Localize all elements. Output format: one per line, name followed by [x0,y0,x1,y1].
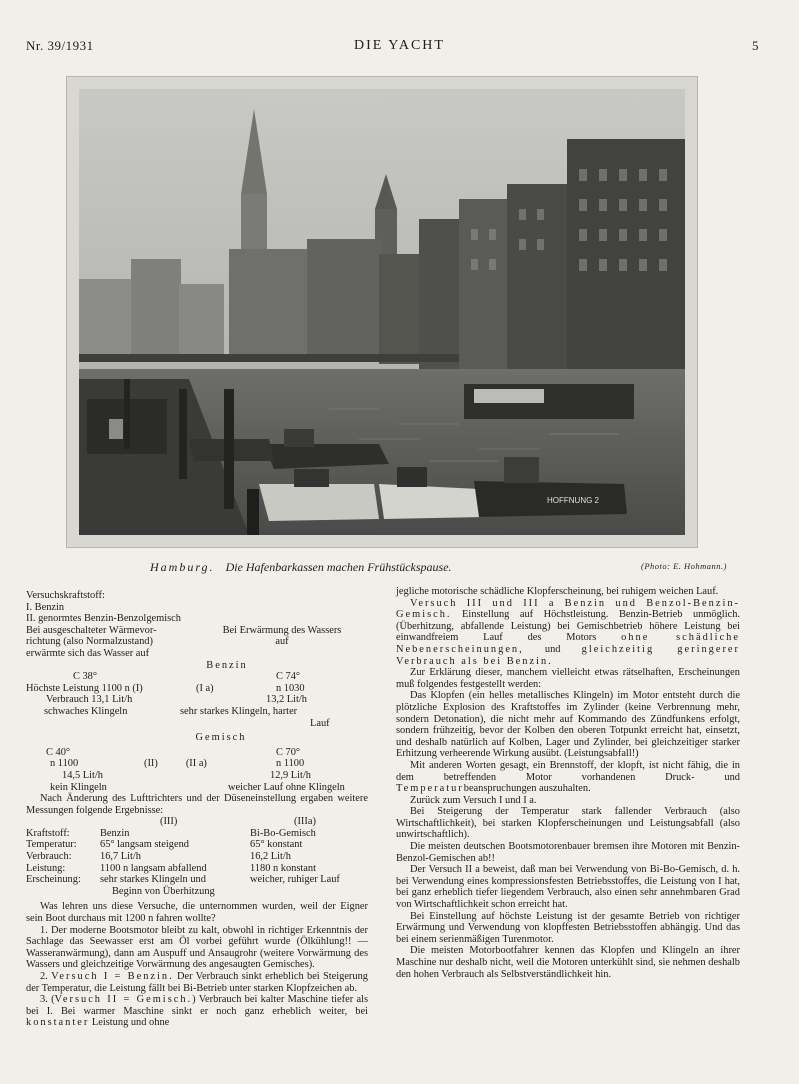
test-iii-text: Einstellung auf Höchstleistung. Benzin-Betrieb unmöglich. (Überhitzung, abfallende Leistung) bei Gemischbetrieb höhere Leistung bei einwandfreiem Lauf des Motors [396,609,740,644]
harbor-photo [79,89,685,535]
gemisch-consumption-2: 12,9 Lit/h [270,769,311,781]
test-iii-emphasis-1: ohne schädliche Nebenerscheinungen, [396,632,740,655]
point-2-number: 2. [40,971,48,982]
point-2-text: Der Verbrauch sinkt erheblich bei Steigerung der Temperatur, die Leistung fällt bei Bi-Betrieb unter starken Klopfzeichen ab. [26,971,368,994]
gemisch-consumption-1: 14,5 Lit/h [62,769,103,781]
benzin-power-1: Höchste Leistung 1100 n (I) [26,682,143,694]
results-temp-iiia: 65° konstant [250,839,303,851]
test-iii-emphasis-2: gleichzeitig geringerer Verbrauch als bei Benzin. [396,643,740,667]
condition-normal-2: richtung (also Normalzustand) [26,636,153,648]
benzin-table [26,671,368,729]
benzin-heading: Benzin [206,659,248,671]
results-power-iiia: 1180 n konstant [250,862,316,874]
fuel-1: I. Benzin [26,601,65,613]
results-label-power: Leistung: [26,862,66,874]
results-label-appearance: Erscheinung: [26,874,81,886]
results-label-consumption: Verbrauch: [26,851,72,863]
right-para-2 [396,598,740,668]
results-appearance-iiia: weicher, ruhiger Lauf [250,874,340,886]
results-head-iiia: (IIIa) [294,816,316,828]
photo-credit: (Photo: E. Hohmann.) [640,561,727,571]
gemisch-label-iia: (II a) [185,758,207,770]
right-para-5-end: beanspruchungen auszuhalten. [463,783,591,795]
point-1-paragraph: 1. Der moderne Bootsmotor bleibt zu kalt, obwohl in richtiger Erkenntnis der Sachlage das Seewasser erst am Öl vorbei geführt wurde (Ölkühlung!! — Wasseranwärmung), dann am Auspuff und Ansaugrohr (weitere Vorwärmung des Wassers und gleichzeitige Vorwärmung des angesaugten Gemisches). [26,924,368,971]
right-para-8: Die meisten deutschen Bootsmotorenbauer bremsen ihre Motoren mit Benzin-Benzol-Gemischen ab!! [396,841,740,864]
gemisch-power-2: n 1100 [276,758,305,770]
benzin-consumption-2: 13,2 Lit/h [266,694,307,706]
right-para-5-text: Mit anderen Worten gesagt, ein Brennstoff, der klopft, ist nicht fähig, die in dem betreffenden Motor vorhandenen Druck- und [396,759,740,783]
caption-city: Hamburg. [150,560,215,574]
results-head-iii: (III) [160,816,178,828]
conditions [26,625,368,660]
results-appearance-iii: sehr starkes Klingeln und [100,874,206,886]
left-column [26,590,368,1029]
gemisch-sound-2: weicher Lauf ohne Klingeln [228,781,345,793]
fuel-2: II. genormtes Benzin-Benzolgemisch [26,613,181,625]
caption-text: Die Hafenbarkassen machen Frühstückspause. [225,560,452,574]
results-appearance-iii-b: Beginn von Überhitzung [112,885,215,897]
right-column [396,586,740,980]
right-para-9: Der Versuch II a beweist, daß man bei Verwendung von Bi-Bo-Gemisch, d. h. bei Verwendung eines kompressionsfesten Betriebsstoffes, die Leistung von I hat, bei ganz erheblich tiefer liegendem Verbrauch, also einen sehr annehmbaren Grad von Wirtschaftlichkeit schon erreicht hat. [396,864,740,911]
gemisch-temp-1: C 40° [46,746,71,758]
point-3-end: Leistung und ohne [91,1017,170,1029]
change-paragraph: Nach Änderung des Lufttrichters und der Düseneinstellung ergaben weitere Messungen folgende Ergebnisse: [26,793,368,816]
benzin-temp-1: C 38° [72,671,98,683]
test-iii-title: Versuch III und III a Benzin und Benzol-Benzin-Gemisch. [396,597,740,621]
gemisch-sound-1: kein Klingeln [50,781,107,793]
condition-heated-2: auf [275,636,289,648]
point-3-paragraph [26,994,368,1029]
question-paragraph: Was lehren uns diese Versuche, die unternommen wurden, weil der Eigner sein Boot durchaus mit 1200 n fahren wollte? [26,901,368,925]
point-2-paragraph [26,971,368,994]
point-3-number: 3. ( [40,994,55,1006]
gemisch-labels [144,758,214,770]
results-temp-iii: 65° langsam steigend [100,839,189,851]
issue-number: Nr. 39/1931 [26,38,94,53]
results-label-temp: Temperatur: [26,839,77,851]
benzin-temp-2: C 74° [276,671,301,683]
point-3-emphasis: konstanter [26,1017,90,1029]
condition-normal-3: erwärmte sich das Wasser auf [26,647,150,659]
results-label-fuel: Kraftstoff: [26,827,70,839]
benzin-sound-1: schwaches Klingeln [44,705,128,717]
gemisch-heading: Gemisch [195,732,247,744]
right-para-4: Das Klopfen (ein helles metallisches Klingeln) im Motor entsteht durch die plötzliche Explosion des Kraftstoffes im Zylinder (keine Verbrennung mehr, sondern Detonation), die nicht mehr auf Kommando des Zündfunkens erfolgt, sondern frühzeitig, bevor der Kolben den oberen Totpunkt erreicht hat, einsetzt, und deshalb natürlich auf Kolben, Lager und Zylinder, bei gleichzeitiger starker Erhitzung verheerende Wirkung ausübt. (Leistungsabfall!) [396,690,740,760]
right-para-5 [396,760,740,795]
right-para-11: Die meisten Motorbootfahrer kennen das Klopfen und Klingeln an ihrer Maschine nur deshalb nicht, weil die Motoren unterkühlt sind, sie nehmen deshalb den hohen Verbrauch als Selbstverständlichkeit hin. [396,945,740,980]
gemisch-temp-2: C 70° [276,746,301,758]
right-para-10: Bei Einstellung auf höchste Leistung ist der gesamte Betrieb von richtiger Erwärmung und Verwendung von klopffesten Betriebsstoffen abhängig. Und das bei einem serienmäßigen Turenmotor. [396,910,740,945]
right-para-6: Zurück zum Versuch I und I a. [410,794,537,806]
benzin-label-ia: (I a) [196,682,214,694]
benzin-consumption-1: Verbrauch 13,1 Lit/h [46,694,133,706]
gemisch-power-1: n 1100 [50,758,79,770]
condition-heated-1: Bei Erwärmung des Wassers [222,624,342,636]
gemisch-table [26,747,368,793]
harbor-photo-image [79,89,685,535]
results-fuel-iii: Benzin [100,827,130,839]
right-para-7: Bei Steigerung der Temperatur stark fallender Verbrauch (also Wirtschaftlichkeit), bei starken Klopferscheinungen und Leistungsabfall (also unwirtschaftlich). [396,806,740,841]
boat-name-sign: HOFFNUNG 2 [547,496,599,505]
results-table [26,816,368,897]
results-consumption-iii: 16,7 Lit/h [100,851,141,863]
test-iii-and: und [544,643,561,655]
point-3-text: ) Verbrauch bei kalter Maschine tiefer als bei I. Bei warmer Maschine sinkt er noch ganz erheblich weiter, bei [26,994,368,1017]
point-3-title: Versuch II = Gemisch. [54,994,193,1006]
right-para-1: jegliche motorische schädliche Klopferscheinung, bei ruhigem weichen Lauf. [396,586,719,597]
photo-caption [150,560,739,575]
benzin-power-2: n 1030 [276,682,305,694]
benzin-sound-2: sehr starkes Klingeln, harter [180,705,298,717]
results-consumption-iiia: 16,2 Lit/h [250,851,291,863]
point-2-title: Versuch I = Benzin. [51,971,174,982]
results-fuel-iiia: Bi-Bo-Gemisch [250,827,316,839]
page-number: 5 [752,38,759,53]
condition-normal-1: Bei ausgeschalteter Wärmevor- [26,624,157,636]
right-para-5-emphasis: Temperatur [396,783,464,795]
photo-frame [66,76,698,548]
right-para-3: Zur Erklärung dieser, manchem vielleicht etwas rätselhaften, Erscheinungen muß folgendes festgestellt werden: [396,667,740,690]
test-fuel-heading: Versuchskraftstoff: [26,590,105,601]
magazine-title: DIE YACHT [354,38,445,53]
results-power-iii: 1100 n langsam abfallend [100,862,207,874]
gemisch-label-ii: (II) [144,758,158,770]
benzin-sound-2b: Lauf [310,717,330,729]
